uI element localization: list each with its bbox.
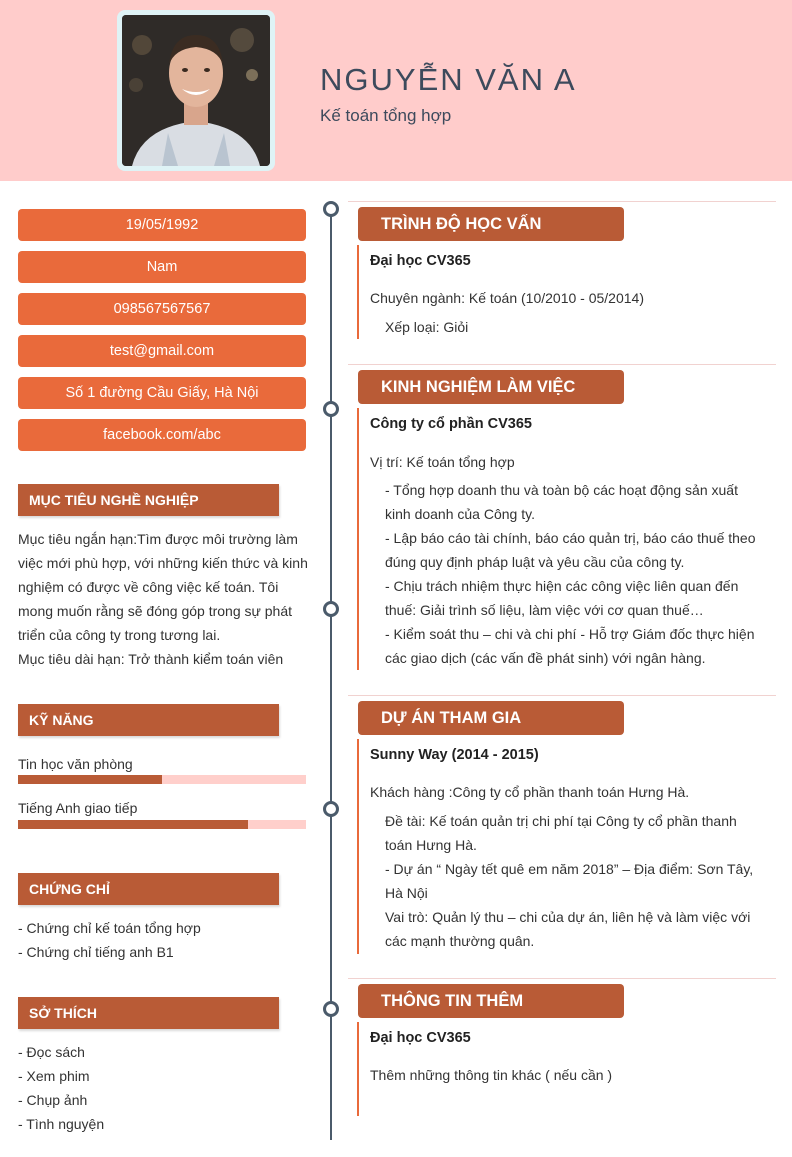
projects-heading: DỰ ÁN THAM GIA bbox=[358, 701, 624, 735]
timeline-dot bbox=[323, 601, 339, 617]
objective-text bbox=[18, 527, 310, 671]
skill-bar bbox=[18, 775, 306, 784]
extra-title: Đại học CV365 bbox=[370, 1030, 471, 1046]
project-line: Vai trò: Quản lý thu – chi của dự án, liên hệ và làm việc với bbox=[385, 909, 751, 925]
candidate-title: Kế toán tổng hợp bbox=[320, 106, 452, 125]
skills-heading: KỸ NĂNG bbox=[18, 704, 279, 736]
section-divider bbox=[348, 201, 776, 202]
certificates-list bbox=[18, 916, 201, 964]
person-portrait-icon bbox=[122, 15, 270, 166]
email-pill: test@gmail.com bbox=[18, 335, 306, 367]
phone-pill: 098567567567 bbox=[18, 293, 306, 325]
experience-company: Công ty cổ phần CV365 bbox=[370, 416, 532, 432]
project-line: các mạnh thường quân. bbox=[385, 933, 535, 949]
candidate-name: NGUYỄN VĂN A bbox=[320, 62, 577, 97]
experience-heading: KINH NGHIỆM LÀM VIỆC bbox=[358, 370, 624, 404]
experience-duties bbox=[385, 478, 765, 670]
skill-bar-fill bbox=[18, 820, 248, 829]
education-school: Đại học CV365 bbox=[370, 253, 471, 269]
certificate-item: - Chứng chỉ kế toán tổng hợp bbox=[18, 920, 201, 936]
extra-accent-bar bbox=[357, 1022, 359, 1116]
project-details bbox=[385, 809, 765, 953]
profile-photo bbox=[122, 15, 270, 166]
hobby-item: - Tình nguyện bbox=[18, 1116, 105, 1132]
timeline-dot bbox=[323, 201, 339, 217]
objective-line: Mục tiêu ngắn hạn:Tìm được môi trường làm bbox=[18, 531, 298, 547]
duty-line: đúng quy định pháp luật và yêu cầu của công ty. bbox=[385, 554, 685, 570]
education-accent-bar bbox=[357, 245, 359, 339]
social-pill: facebook.com/abc bbox=[18, 419, 306, 451]
skill-bar bbox=[18, 820, 306, 829]
certificate-item: - Chứng chỉ tiếng anh B1 bbox=[18, 944, 174, 960]
duty-line: kinh doanh của Công ty. bbox=[385, 506, 535, 522]
timeline-dot bbox=[323, 1001, 339, 1017]
header-banner bbox=[0, 0, 792, 181]
duty-line: - Lập báo cáo tài chính, báo cáo quản trị, báo cáo thuế theo bbox=[385, 530, 756, 546]
objective-line: nghiệm có được về công việc kế toán. Tôi bbox=[18, 579, 279, 595]
section-divider bbox=[348, 364, 776, 365]
gender-pill: Nam bbox=[18, 251, 306, 283]
certificates-heading: CHỨNG CHỈ bbox=[18, 873, 279, 905]
timeline-dot bbox=[323, 401, 339, 417]
project-line: toán Hưng Hà. bbox=[385, 837, 477, 853]
skill-bar-fill bbox=[18, 775, 162, 784]
project-name: Sunny Way (2014 - 2015) bbox=[370, 747, 539, 763]
project-line: Hà Nội bbox=[385, 885, 428, 901]
address-pill: Số 1 đường Cầu Giấy, Hà Nội bbox=[18, 377, 306, 409]
skill-label: Tin học văn phòng bbox=[18, 756, 133, 772]
hobbies-list bbox=[18, 1040, 104, 1136]
objective-line: việc mới phù hợp, với những kiến thức và kinh bbox=[18, 555, 308, 571]
birthday-pill: 19/05/1992 bbox=[18, 209, 306, 241]
duty-line: - Tổng hợp doanh thu và toàn bộ các hoạt động sản xuất bbox=[385, 482, 738, 498]
objective-heading: MỤC TIÊU NGHỀ NGHIỆP bbox=[18, 484, 279, 516]
timeline-dot bbox=[323, 801, 339, 817]
duty-line: - Chịu trách nhiệm thực hiện các công việc liên quan đến bbox=[385, 578, 739, 594]
hobby-item: - Chụp ảnh bbox=[18, 1092, 88, 1108]
projects-accent-bar bbox=[357, 739, 359, 954]
duty-line: thuế: Giải trình số liệu, làm việc với cơ quan thuế… bbox=[385, 602, 704, 618]
hobbies-heading: SỞ THÍCH bbox=[18, 997, 279, 1029]
duty-line: các giao dịch (các vấn đề phát sinh) với ngân hàng. bbox=[385, 650, 706, 666]
project-line: Đề tài: Kế toán quản trị chi phí tại Công ty cổ phần thanh bbox=[385, 813, 737, 829]
project-line: - Dự án “ Ngày tết quê em năm 2018” – Địa điểm: Sơn Tây, bbox=[385, 861, 754, 877]
experience-position: Vị trí: Kế toán tổng hợp bbox=[370, 454, 515, 470]
hobby-item: - Đọc sách bbox=[18, 1044, 85, 1060]
objective-line: mong muốn rằng sẽ đóng góp trong sự phát bbox=[18, 603, 292, 619]
experience-accent-bar bbox=[357, 408, 359, 670]
education-major: Chuyên ngành: Kế toán (10/2010 - 05/2014) bbox=[370, 290, 644, 306]
extra-text: Thêm những thông tin khác ( nếu cần ) bbox=[370, 1067, 613, 1083]
duty-line: - Kiểm soát thu – chi và chi phí - Hỗ trợ Giám đốc thực hiện bbox=[385, 626, 755, 642]
extra-heading: THÔNG TIN THÊM bbox=[358, 984, 624, 1018]
skill-label: Tiếng Anh giao tiếp bbox=[18, 800, 138, 816]
hobby-item: - Xem phim bbox=[18, 1068, 90, 1084]
section-divider bbox=[348, 978, 776, 979]
section-divider bbox=[348, 695, 776, 696]
education-grade: Xếp loại: Giỏi bbox=[385, 319, 469, 335]
objective-line: Mục tiêu dài hạn: Trở thành kiểm toán viên bbox=[18, 651, 284, 667]
objective-line: triển của công ty trong tương lai. bbox=[18, 627, 221, 643]
photo-frame bbox=[117, 10, 275, 171]
education-heading: TRÌNH ĐỘ HỌC VẤN bbox=[358, 207, 624, 241]
project-client: Khách hàng :Công ty cổ phần thanh toán Hưng Hà. bbox=[370, 784, 690, 800]
